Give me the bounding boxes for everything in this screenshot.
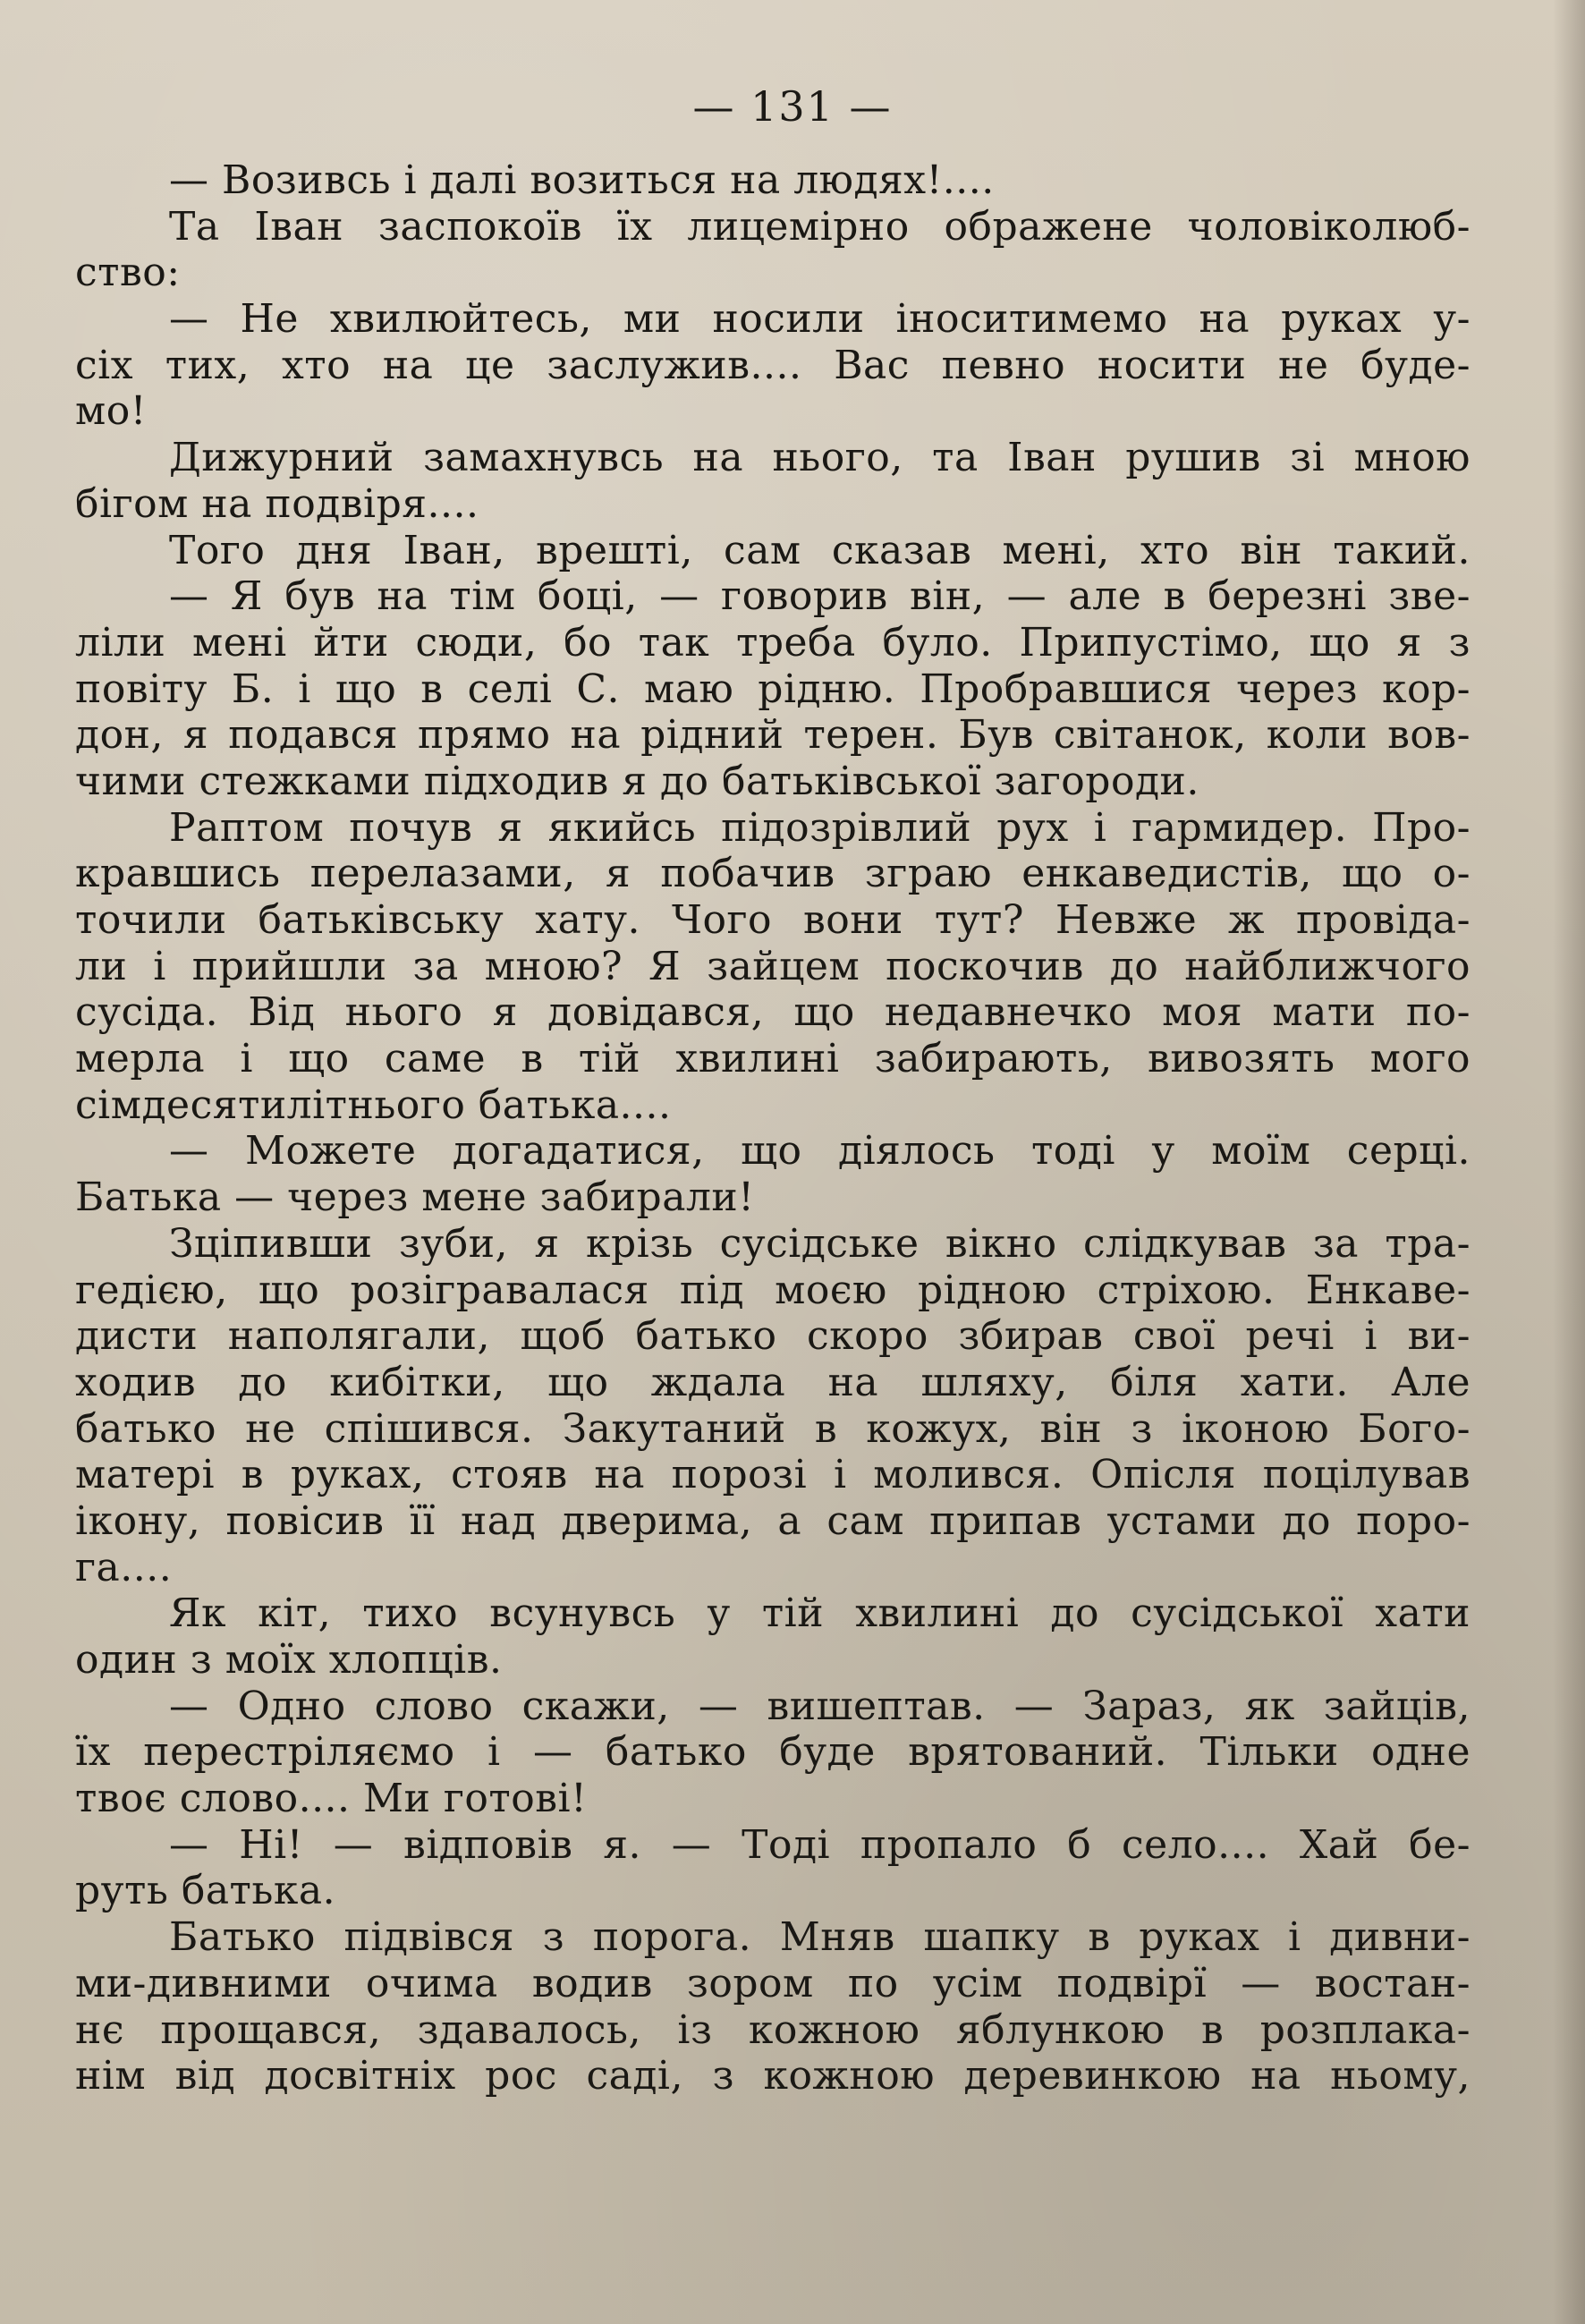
text-line: нє прощався, здавалось, із кожною яблункою в розплака-	[75, 2006, 1471, 2053]
page-number: — 131 —	[692, 82, 893, 131]
text-line: ство:	[75, 250, 181, 296]
text-line: гедією, що розігравалася під моєю рідною стріхою. Енкаве-	[75, 1267, 1471, 1313]
text-line: ікону, повісив її над дверима, а сам припав устами до поро-	[75, 1497, 1471, 1544]
body-text	[75, 157, 1471, 2099]
text-line: ли і прийшли за мною? Я зайцем поскочив до найближчого	[75, 943, 1471, 989]
text-line: сіх тих, хто на це заслужив.... Вас певно носити не буде-	[75, 342, 1471, 388]
text-line: Батько підвівся з порога. Мняв шапку в руках і дивни-	[169, 1914, 1471, 1961]
text-line: Як кіт, тихо всунувсь у тій хвилині до сусідської хати	[169, 1590, 1471, 1637]
text-line: дисти наполягали, щоб батько скоро збирав свої речі і ви-	[75, 1313, 1471, 1360]
text-line: дон, я подався прямо на рідний терен. Був світанок, коли вов-	[75, 712, 1471, 759]
text-line: сусіда. Від нього я довідався, що недавнечко моя мати по-	[75, 989, 1471, 1036]
text-line: матері в руках, стояв на порозі і молився. Опісля поцілував	[75, 1452, 1471, 1498]
text-line: один з моїх хлопців.	[75, 1637, 503, 1683]
text-line: батько не спішився. Закутаний в кожух, він з іконою Бого-	[75, 1405, 1471, 1452]
text-line: мерла і що саме в тій хвилині забирають, вивозять мого	[75, 1036, 1471, 1082]
text-line: — Не хвилюйтесь, ми носили іноситимемо на руках у-	[169, 296, 1471, 343]
text-line: повіту Б. і що в селі С. маю рідню. Пробравшися через кор-	[75, 666, 1471, 712]
text-line: Того дня Іван, врешті, сам сказав мені, хто він такий.	[169, 527, 1471, 573]
text-line: Раптом почув я якийсь підозрівлий рух і гармидер. Про-	[169, 804, 1471, 851]
text-line: кравшись перелазами, я побачив зграю енкаведистів, що о-	[75, 851, 1471, 897]
text-line: сімдесятилітнього батька....	[75, 1081, 672, 1128]
text-line: Та Іван заспокоїв їх лицемірно ображене чоловіколюб-	[169, 203, 1471, 250]
text-line: Зціпивши зуби, я крізь сусідське вікно слідкував за тра-	[169, 1220, 1471, 1267]
text-line: га....	[75, 1544, 173, 1590]
text-line: точили батьківську хату. Чого вони тут? Невже ж провіда-	[75, 897, 1471, 943]
text-line: Дижурний замахнувсь на нього, та Іван рушив зі мною	[169, 435, 1471, 481]
text-line: Батька — через мене забирали!	[75, 1175, 755, 1221]
text-line: — Я був на тім боці, — говорив він, — але в березні зве-	[169, 573, 1471, 620]
text-line: мо!	[75, 388, 147, 435]
text-line: бігом на подвіря....	[75, 480, 479, 527]
text-line: ми-дивними очима водив зором по усім подвірї — востан-	[75, 1960, 1471, 2006]
text-line: чими стежками підходив я до батьківської загороди.	[75, 758, 1199, 804]
text-line: нім від досвітніх рос саді, з кожною деревинкою на ньому,	[75, 2053, 1471, 2099]
text-line: руть батька.	[75, 1868, 336, 1914]
text-line: — Возивсь і далі возиться на людях!....	[169, 157, 995, 203]
text-line: — Можете догадатися, що діялось тоді у моїм серці.	[169, 1128, 1471, 1175]
text-line: їх перестріляємо і — батько буде врятований. Тільки одне	[75, 1729, 1471, 1776]
text-line: ходив до кибітки, що ждала на шляху, біля хати. Але	[75, 1359, 1471, 1405]
text-line: — Одно слово скажи, — вишептав. — Зараз, як зайців,	[169, 1683, 1471, 1729]
text-line: — Ні! — відповів я. — Тоді пропало б село.... Хай бе-	[169, 1821, 1471, 1868]
text-line: ліли мені йти сюди, бо так треба було. Припустімо, що я з	[75, 619, 1471, 666]
text-line: твоє слово.... Ми готові!	[75, 1776, 588, 1822]
